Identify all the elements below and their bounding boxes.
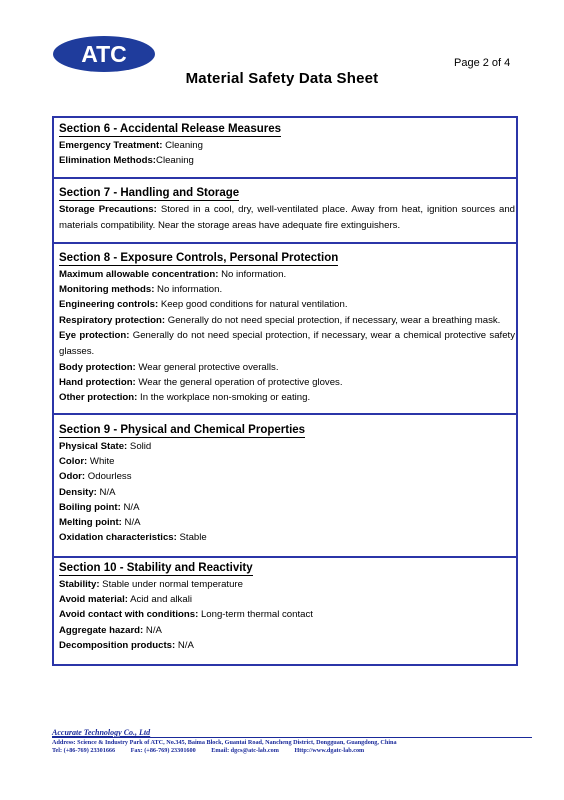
- page-number: Page 2 of 4: [454, 57, 511, 69]
- section-divider: [54, 177, 516, 179]
- field-other-protection: Other protection: In the workplace non-smoking or eating.: [59, 392, 311, 404]
- field-body-protection: Body protection: Wear general protective overalls.: [59, 361, 279, 373]
- footer-tel: Tel: (+86-769) 23301666: [52, 747, 116, 754]
- content-frame: [52, 116, 518, 666]
- field-decomposition-products: Decomposition products: N/A: [59, 639, 194, 651]
- field-engineering-controls: Engineering controls: Keep good conditions for natural ventilation.: [59, 299, 348, 311]
- footer-website[interactable]: Http://www.dgatc-lab.com: [294, 747, 365, 754]
- footer-contacts: [52, 747, 532, 755]
- section-6: [54, 119, 516, 168]
- footer-fax: Fax: (+86-769) 23301600: [130, 747, 196, 754]
- field-monitoring-methods: Monitoring methods: No information.: [59, 284, 223, 296]
- section-10: [54, 558, 516, 653]
- section-7-title: Section 7 - Handling and Storage: [59, 187, 240, 199]
- atc-logo: [52, 35, 156, 73]
- footer-rule: [52, 737, 532, 738]
- field-storage-precautions: Storage Precautions: Stored in a cool, dry, well-ventilated place. Away from heat, ignition sources and materials compatibility. Near the storage areas have adequate fire extinguishers.: [59, 204, 515, 231]
- section-9-title: Section 9 - Physical and Chemical Properties: [59, 424, 306, 436]
- field-color: Color: White: [59, 456, 115, 468]
- footer-email[interactable]: Email: dgcs@atc-lab.com: [211, 747, 279, 754]
- section-9: [54, 420, 516, 545]
- section-10-title: Section 10 - Stability and Reactivity: [59, 562, 253, 574]
- field-emergency-treatment: Emergency Treatment: Cleaning: [59, 140, 203, 151]
- section-divider: [54, 413, 516, 415]
- field-boiling-point: Boiling point: N/A: [59, 501, 140, 513]
- page-footer: [52, 728, 532, 755]
- section-8: [54, 248, 516, 405]
- document-title: Material Safety Data Sheet: [185, 70, 379, 87]
- section-6-title: Section 6 - Accidental Release Measures: [59, 123, 282, 135]
- field-avoid-material: Avoid material: Acid and alkali: [59, 594, 192, 606]
- field-density: Density: N/A: [59, 486, 116, 498]
- field-hand-protection: Hand protection: Wear the general operation of protective gloves.: [59, 377, 343, 389]
- section-divider: [54, 242, 516, 244]
- field-eye-protection: Eye protection: Generally do not need special protection, if necessary, wear a chemical protective safety glasses.: [59, 329, 515, 357]
- footer-address: Address: Science & Industry Park of ATC, No.345, Baima Block, Guantai Road, Nancheng District, Dongguan, Guangdong, China: [52, 739, 397, 746]
- field-respiratory-protection: Respiratory protection: Generally do not need special protection, if necessary, wear a breathing mask.: [59, 314, 501, 326]
- field-elimination-methods: Elimination Methods:Cleaning: [59, 155, 194, 167]
- section-7: [54, 183, 516, 234]
- field-odor: Odor: Odourless: [59, 471, 132, 483]
- footer-company: Accurate Technology Co., Ltd: [52, 728, 151, 737]
- section-8-title: Section 8 - Exposure Controls, Personal Protection: [59, 252, 339, 264]
- field-oxidation-characteristics: Oxidation characteristics: Stable: [59, 532, 207, 544]
- field-stability: Stability: Stable under normal temperature: [59, 579, 243, 590]
- logo-text: ATC: [81, 41, 127, 67]
- field-physical-state: Physical State: Solid: [59, 441, 152, 452]
- field-max-concentration: Maximum allowable concentration: No information.: [59, 269, 287, 280]
- field-avoid-contact-conditions: Avoid contact with conditions: Long-term thermal contact: [59, 609, 313, 621]
- field-melting-point: Melting point: N/A: [59, 517, 141, 529]
- field-aggregate-hazard: Aggregate hazard: N/A: [59, 624, 162, 636]
